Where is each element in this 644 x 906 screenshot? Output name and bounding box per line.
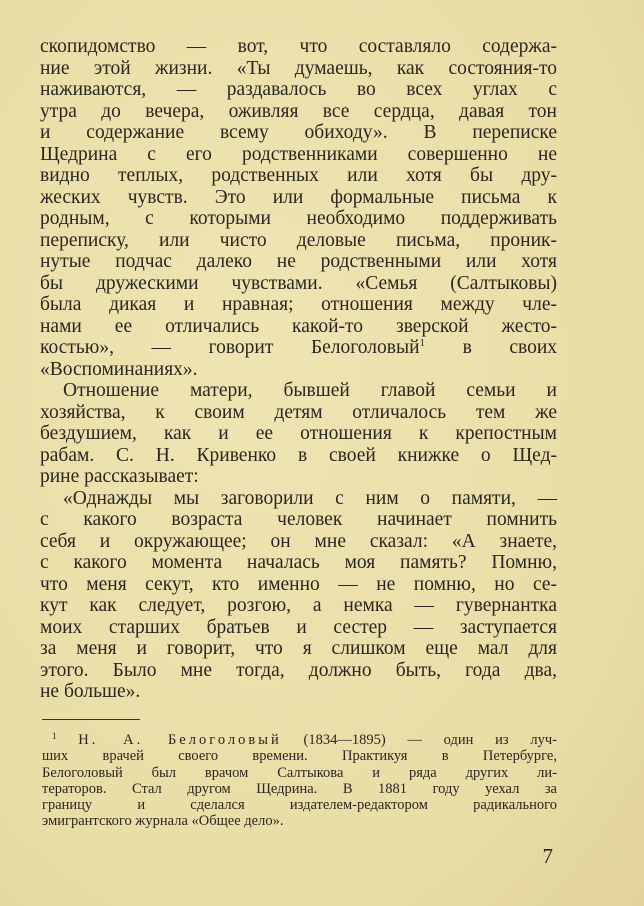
page-content xyxy=(40,36,557,868)
text-line: рине рассказывает: xyxy=(40,466,199,487)
text-line: была дикая и нравная; отношения между чле- xyxy=(40,294,557,315)
text-segment-end: в своих xyxy=(462,337,558,358)
text-line: с какого момента началась моя память? Помню, xyxy=(40,552,557,573)
footnote-line: Белоголовый был врачом Салтыкова и ряда других ли- xyxy=(42,764,557,781)
text-line: моих старших братьев и сестер — заступается xyxy=(40,616,557,638)
text-line: рабам. С. Н. Кривенко в своей книжке о Щед- xyxy=(40,444,557,466)
text-segment-start: костью», — говорит Белоголовый xyxy=(40,337,420,358)
text-line: и содержание всему обиходу». В переписке xyxy=(40,122,557,143)
footnote-divider xyxy=(42,719,140,721)
text-line: Отношение матери, бывшей главой семьи и xyxy=(63,380,557,401)
footnote-line xyxy=(42,732,557,748)
text-line: за меня и говорит, что я слишком еще мал для xyxy=(40,638,557,659)
text-line: ние этой жизни. «Ты думаешь, как состояния-то xyxy=(40,57,557,79)
text-line: нами ее отличались какой-то зверской жесто- xyxy=(40,315,557,337)
text-line: утра до вечера, оживляя все сердца, давая тон xyxy=(40,100,557,122)
footnote-line: тераторов. Стал другом Щедрина. В 1881 году уехал за xyxy=(42,780,557,797)
text-line: переписку, или чисто деловые письма, проник- xyxy=(40,229,557,251)
text-line: бы дружескими чувствами. «Семья (Салтыковы) xyxy=(40,272,557,294)
text-line: не больше». xyxy=(40,681,141,702)
text-line xyxy=(40,337,557,359)
footnote xyxy=(42,732,557,830)
text-line: жеских чувств. Это или формальные письма к xyxy=(40,186,557,208)
text-line: «Воспоминаниях». xyxy=(40,358,198,380)
main-text xyxy=(40,36,557,703)
text-line: что меня секут, кто именно — не помню, но се- xyxy=(40,573,557,595)
footnote-line: границу и сделался издателем-редактором радикального xyxy=(42,797,557,814)
text-line: видно теплых, родственных или хотя бы дру- xyxy=(40,165,557,186)
text-line: родным, с которыми необходимо поддерживать xyxy=(40,208,557,229)
text-line: бездушием, как и ее отношения к крепостным xyxy=(40,423,557,444)
text-line: себя и окружающее; он мне сказал: «А знаете, xyxy=(40,530,557,552)
footnote-line: эмигрантского журнала «Общее дело». xyxy=(42,813,284,830)
footnote-line: ших врачей своего времени. Практикуя в Петербурге, xyxy=(42,748,557,765)
text-line: Щедрина с его родственниками совершенно не xyxy=(40,143,557,165)
text-line: этого. Было мне тогда, должно быть, года два, xyxy=(40,659,557,681)
text-line: нутые подчас далеко не родственными или хотя xyxy=(40,251,557,272)
text-line: скопидомство — вот, что составляло содержа- xyxy=(40,36,557,57)
text-line: наживаются, — раздавалось во всех углах с xyxy=(40,79,557,100)
text-line: с какого возраста человек начинает помнить xyxy=(40,509,557,530)
text-line: «Однажды мы заговорили с ним о памяти, — xyxy=(63,487,557,509)
text-line: хозяйства, к своим детям отличалось тем же xyxy=(40,401,557,423)
footnote-line-rest: (1834—1895) — один из луч- xyxy=(303,732,558,748)
page-number: 7 xyxy=(542,843,553,868)
footnote-marker: 1 xyxy=(52,731,57,741)
footnote-name: Н. А. Белоголовый xyxy=(78,732,282,748)
text-line: кут как следует, розгою, а немка — гувернантка xyxy=(40,595,557,616)
footnote-reference[interactable]: 1 xyxy=(419,337,426,349)
